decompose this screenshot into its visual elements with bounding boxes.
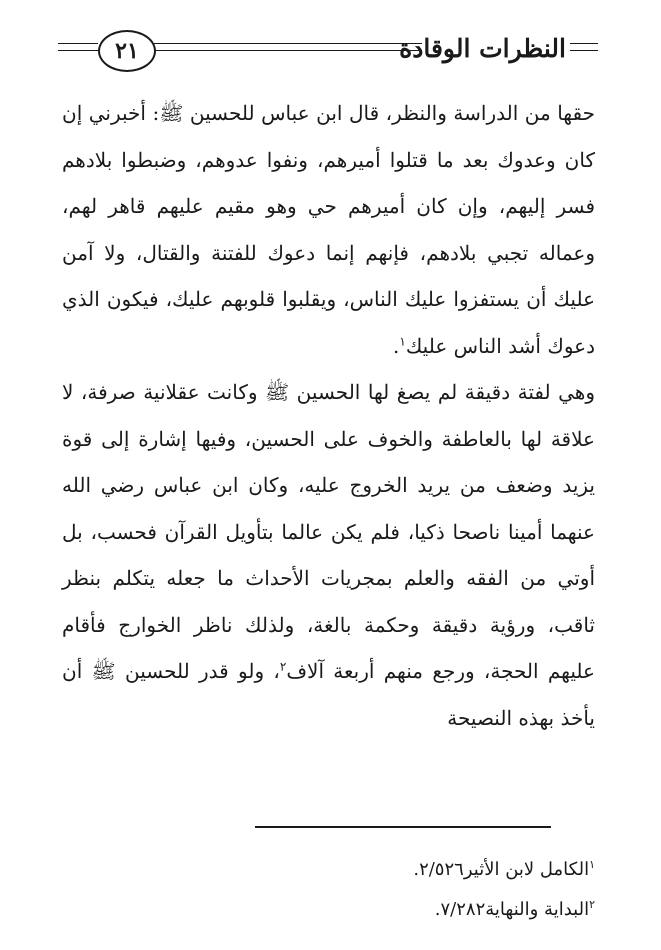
paragraph-2-text: وهي لفتة دقيقة لم يصغ لها الحسين ﷺ وكانت عقلانية صرفة، لا علاقة لها بالعاطفة والخوف على الحسين، وفيها إشارة إلى قوة يزيد وضعف من يريد الخروج عليه، وكان ابن عباس رضي الله عنهما أمينا ناصحا ذكيا، فلم يكن عالما بتأويل القرآن فحسب، بل أوتي من الفقه والعلم بمجريات الأحداث ما جعله يتكلم بنظر ثاقب، ورؤية دقيقة وحكمة بالغة، ولذلك ناظر الخوارج فأقام عليهم الحجة، ورجع منهم أربعة آلاف bbox=[62, 380, 596, 683]
footnote-ref-1[interactable]: ١ bbox=[399, 333, 406, 348]
footnote-2 bbox=[115, 890, 595, 930]
footnote-1-text: الكامل لابن الأثير٢/٥٢٦. bbox=[413, 859, 590, 880]
paragraph-2 bbox=[62, 369, 595, 741]
paragraph-2-end: ، ولو قدر للحسين ﷺ أن يأخذ بهذه النصيحة bbox=[62, 659, 595, 730]
header-rule-left-top bbox=[58, 43, 98, 44]
footnote-separator bbox=[255, 826, 551, 828]
header-rule-right-top bbox=[570, 43, 598, 44]
header-rule-middle-top bbox=[154, 43, 422, 44]
footnote-1-marker: ١ bbox=[589, 858, 595, 871]
header-rule-right-bottom bbox=[570, 50, 598, 51]
footnote-ref-2[interactable]: ٢ bbox=[279, 659, 287, 674]
header-rule-middle-bottom bbox=[154, 50, 422, 51]
paragraph-1 bbox=[62, 90, 595, 369]
footnote-2-text: البداية والنهاية٧/٢٨٢. bbox=[434, 899, 590, 920]
paragraph-1-text: حقها من الدراسة والنظر، قال ابن عباس للحسين ﷺ: أخبرني إن كان وعدوك بعد ما قتلوا أميرهم، ونفوا عدوهم، وضبطوا بلادهم فسر إليهم، وإن كان أميرهم حي وهو مقيم عليهم قاهر لهم، وعماله تجبي بلادهم، فإنهم إنما دعوك للفتنة والقتال، ولا آمن عليك أن يستفزوا عليك الناس، ويقلبوا قلوبهم عليك، فيكون الذي دعوك أشد الناس عليك bbox=[62, 101, 595, 358]
page-header bbox=[58, 20, 598, 76]
header-rule-left-bottom bbox=[58, 50, 98, 51]
running-title: النظرات الوقادة bbox=[399, 34, 566, 63]
paragraph-1-end: . bbox=[393, 333, 400, 358]
page-number: ٢١ bbox=[98, 30, 156, 72]
footnote-2-marker: ٢ bbox=[589, 898, 595, 911]
footnotes bbox=[115, 850, 595, 930]
main-text bbox=[62, 90, 595, 741]
footnote-1 bbox=[115, 850, 595, 890]
